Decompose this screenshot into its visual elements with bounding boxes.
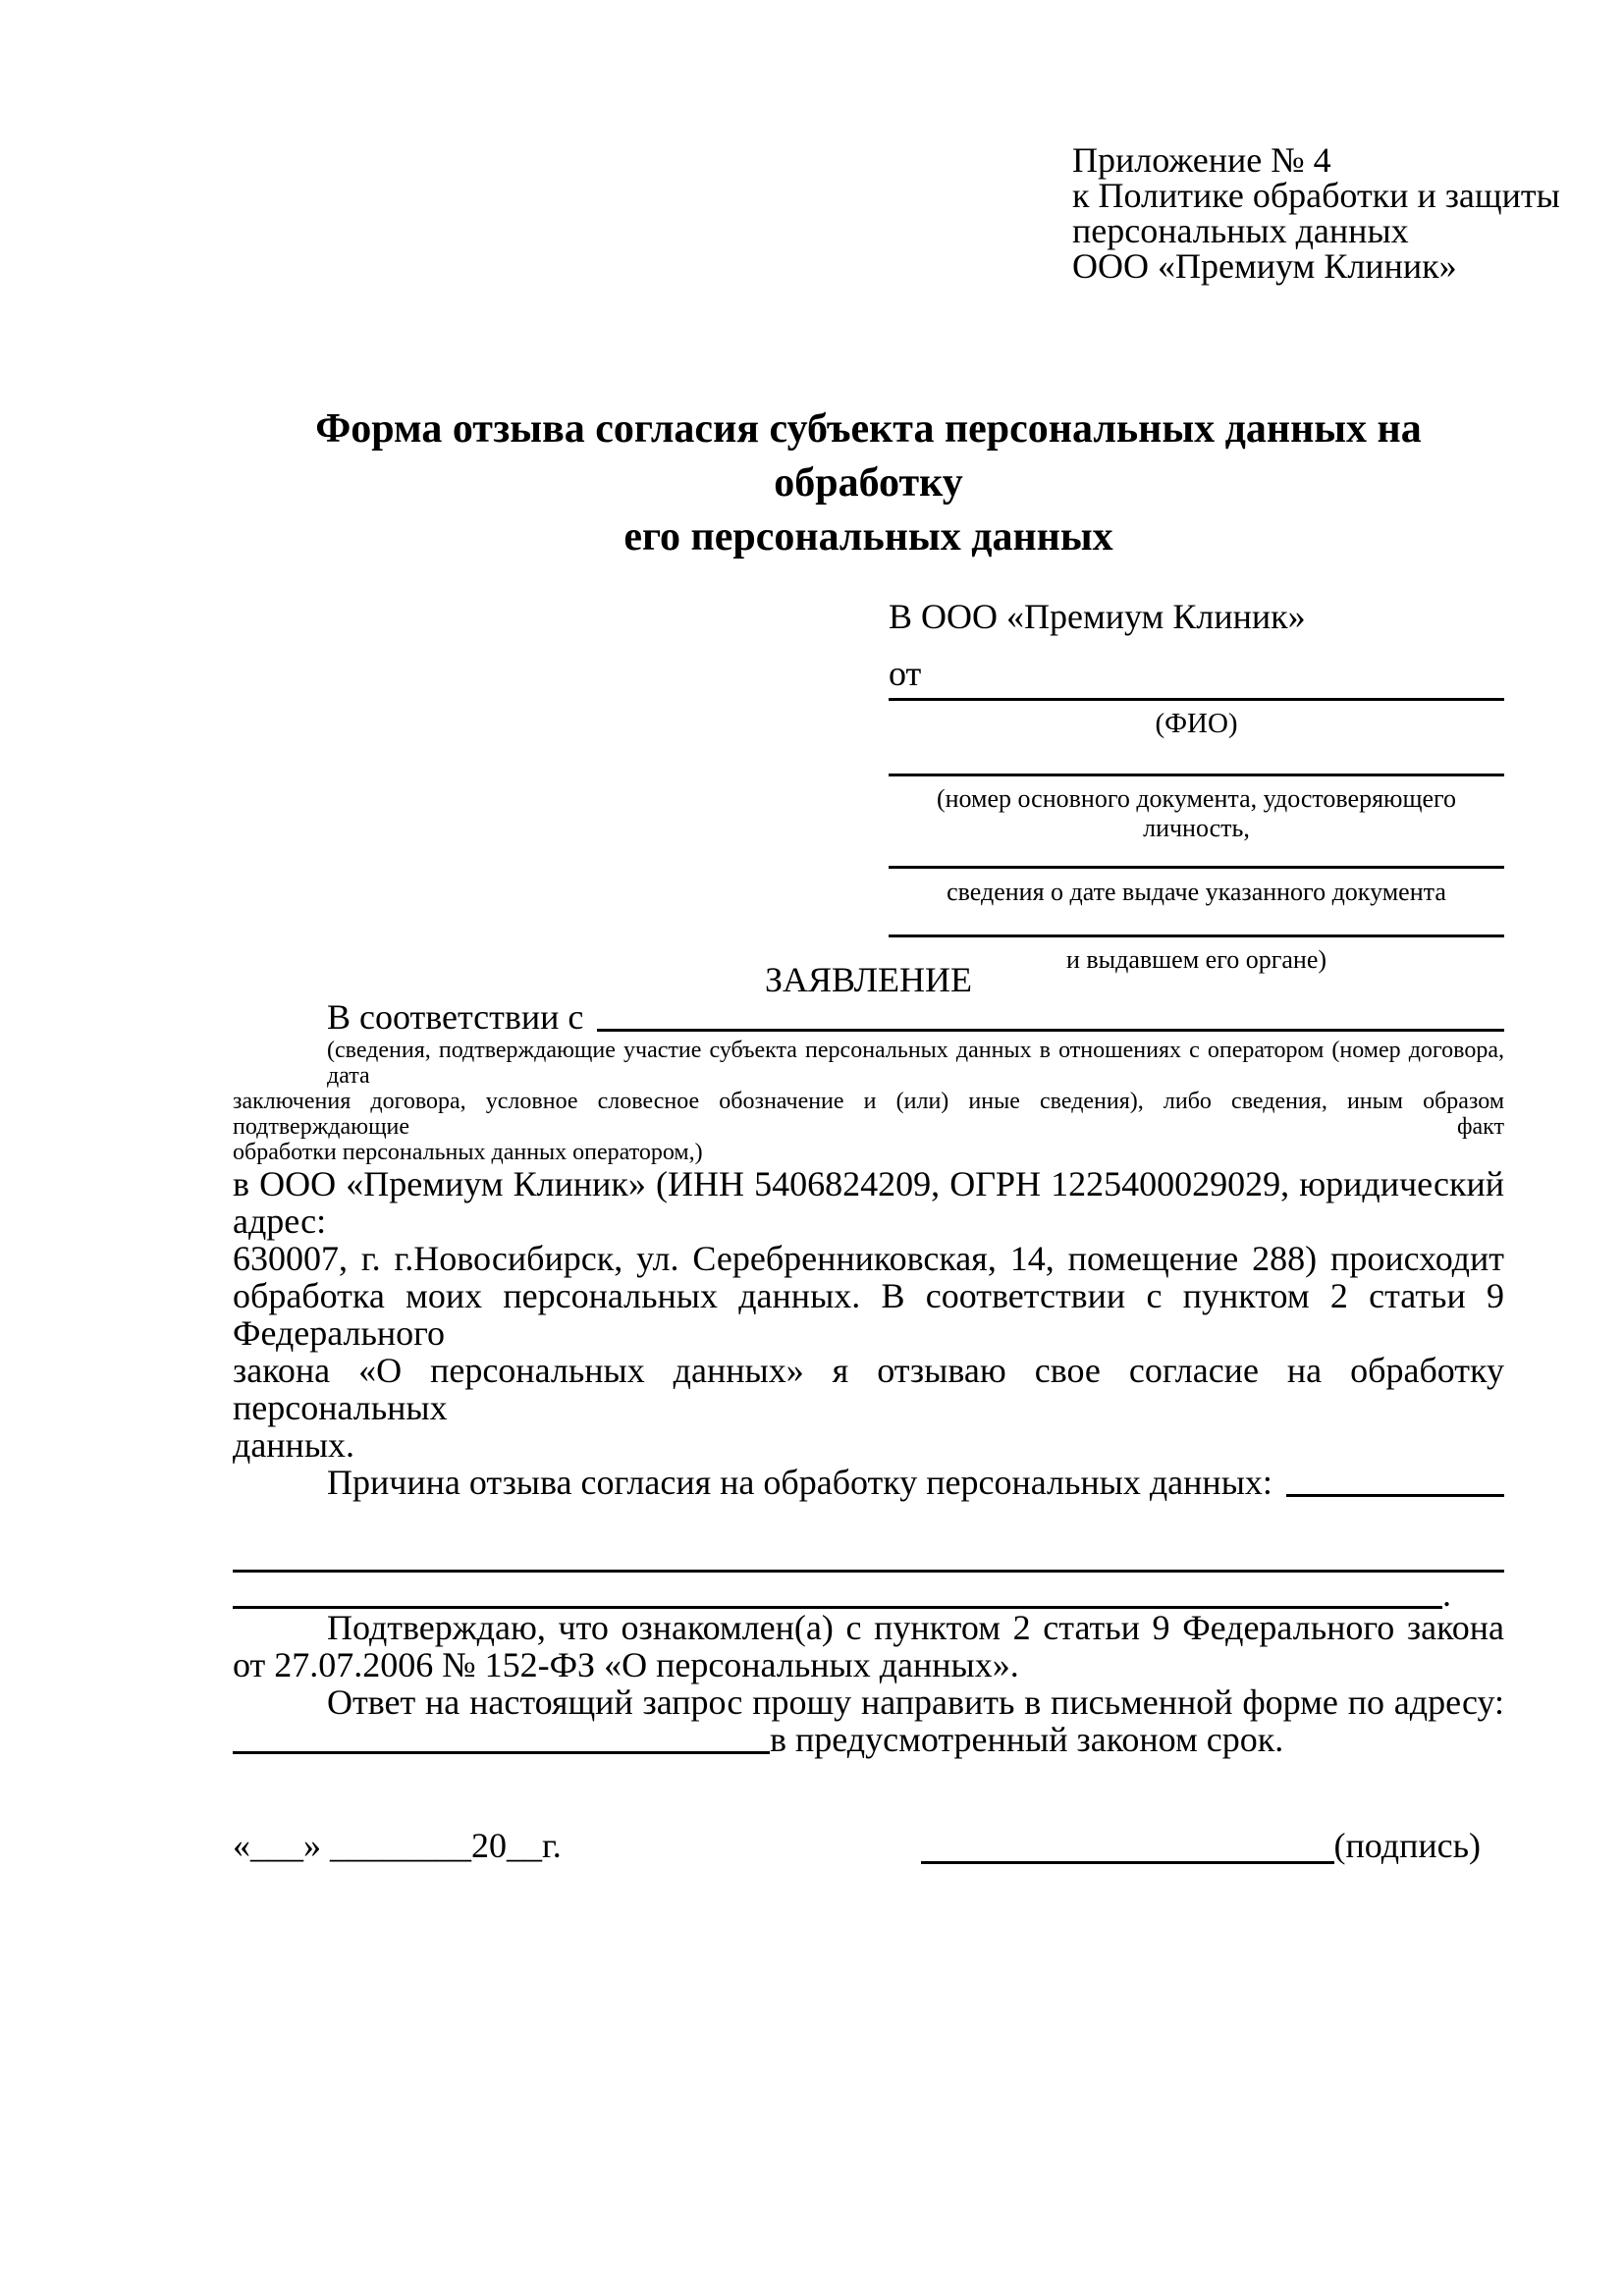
reason-line xyxy=(233,1464,1504,1501)
date-signature-row xyxy=(233,1823,1504,1864)
appendix-line-3: персональных данных xyxy=(1072,211,1409,250)
reason-blank-line-2-rule xyxy=(233,1573,1442,1609)
appendix-line-1: Приложение № 4 xyxy=(1072,140,1331,180)
address-blank-field xyxy=(233,1721,770,1754)
reply-line-1: Ответ на настоящий запрос прошу направить в письменной форме по адресу: xyxy=(327,1682,1504,1722)
issuing-authority-caption: и выдавшем его органе) xyxy=(1065,945,1327,974)
reason-label: Причина отзыва согласия на обработку персональных данных: xyxy=(327,1463,1272,1502)
body-line-3: обработка моих персональных данных. В соответствии с пунктом 2 статьи 9 Федерального xyxy=(233,1276,1504,1353)
legal-note-line-3: обработки персональных данных оператором,) xyxy=(233,1140,703,1165)
intro-prefix: В соответствии с xyxy=(327,997,584,1037)
legal-note xyxy=(233,1038,1504,1165)
doc-number-caption: (номер основного документа, удостоверяющего личность, xyxy=(936,784,1457,842)
legal-note-line-1: (сведения, подтверждающие участие субъекта персональных данных в отношениях с оператором (номер договора, дата xyxy=(327,1038,1504,1089)
reply-suffix: в предусмотренный законом срок. xyxy=(770,1720,1284,1759)
body-line-2: 630007, г. г.Новосибирск, ул. Серебренниковская, 14, помещение 288) происходит xyxy=(233,1239,1504,1278)
body-paragraph xyxy=(233,1165,1504,1464)
document-title-line-2: его персональных данных xyxy=(623,514,1113,560)
body-line-5: данных. xyxy=(233,1425,355,1465)
addressee-org: В ООО «Премиум Клиник» xyxy=(889,597,1306,636)
signature-caption: (подпись) xyxy=(1333,1826,1481,1865)
reason-blank-field xyxy=(1286,1464,1504,1497)
issue-date-caption: сведения о дате выдаче указанного документа xyxy=(947,878,1446,906)
signature-blank-field xyxy=(921,1824,1334,1864)
reason-blank-line-1 xyxy=(233,1501,1504,1573)
addressee-block xyxy=(889,597,1504,977)
document-title-line-1: Форма отзыва согласия субъекта персональных данных на обработку xyxy=(315,406,1422,506)
appendix-note xyxy=(1072,140,1560,286)
body-line-4: закона «О персональных данных» я отзываю свое согласие на обработку персональных xyxy=(233,1351,1504,1427)
intro-blank-field xyxy=(597,998,1504,1032)
date-blank: «___» ________20__г. xyxy=(233,1826,562,1865)
intro-line xyxy=(233,998,1504,1036)
signature-group xyxy=(921,1824,1481,1864)
reply-line-2 xyxy=(233,1721,1504,1758)
appendix-line-4: ООО «Премиум Клиник» xyxy=(1072,246,1457,286)
appendix-line-2: к Политике обработки и защиты xyxy=(1072,176,1560,215)
legal-note-line-2: заключения договора, условное словесное обозначение и (или) иные сведения), либо сведения, иным образом подтверждающие факт xyxy=(233,1089,1504,1140)
confirm-line-1: Подтверждаю, что ознакомлен(а) с пунктом 2 статьи 9 Федерального закона xyxy=(327,1608,1504,1647)
sentence-period: . xyxy=(1442,1575,1451,1614)
body-line-1: в ООО «Премиум Клиник» (ИНН 5406824209, ОГРН 1225400029029, юридический адрес: xyxy=(233,1164,1504,1241)
addressee-from-label: от xyxy=(889,654,922,693)
document-title xyxy=(233,402,1504,564)
reason-blank-line-2 xyxy=(233,1573,1504,1614)
fio-caption: (ФИО) xyxy=(1155,708,1238,739)
statement-heading: ЗАЯВЛЕНИЕ xyxy=(764,960,973,999)
confirm-line-2: от 27.07.2006 № 152-ФЗ «О персональных данных». xyxy=(233,1645,1019,1684)
